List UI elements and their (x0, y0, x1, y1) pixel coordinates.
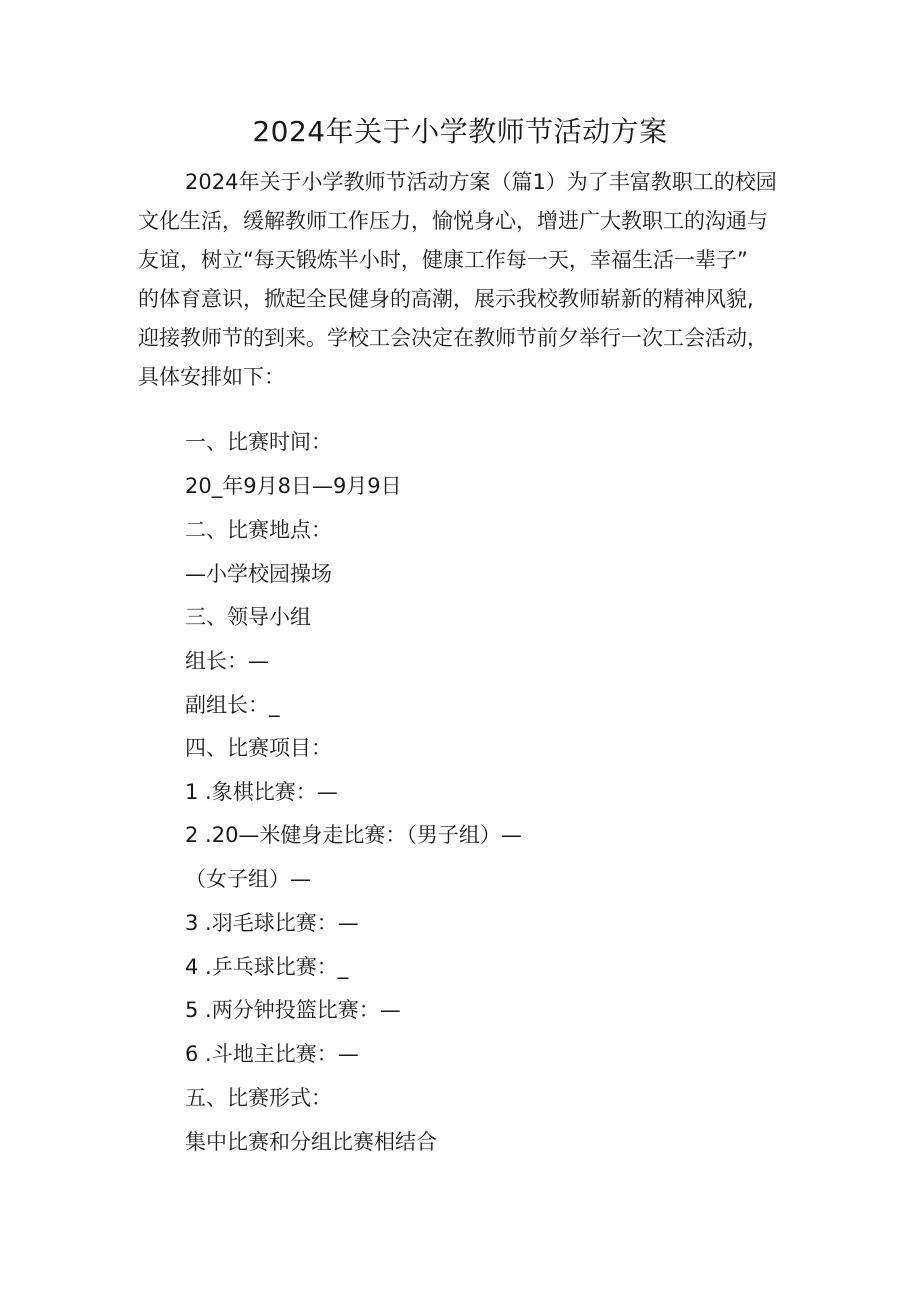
event-item-continued: （女子组）— (185, 867, 311, 891)
intro-line: 友谊，树立“每天锻炼半小时，健康工作每一天，幸福生活一辈子” (138, 248, 748, 272)
document-title: 2024年关于小学教师节活动方案 (252, 115, 668, 148)
intro-line: 文化生活，缓解教师工作压力，愉悦身心，增进广大教职工的沟通与 (138, 209, 768, 233)
section-heading-format: 五、比赛形式： (185, 1086, 332, 1110)
section-heading-leadership: 三、领导小组 (185, 605, 311, 629)
event-item: 2 .20—米健身走比赛：（男子组）— (185, 823, 522, 847)
competition-time: 20_年9月8日—9月9日 (185, 474, 402, 498)
intro-paragraph (138, 163, 798, 397)
deputy-group-leader: 副组长：_ (185, 693, 280, 717)
section-heading-events: 四、比赛项目： (185, 736, 332, 760)
event-item: 1 .象棋比赛：— (185, 780, 338, 804)
section-heading-location: 二、比赛地点： (185, 518, 332, 542)
intro-line: 2024年关于小学教师节活动方案（篇1）为了丰富教职工的校园 (185, 170, 777, 194)
competition-format: 集中比赛和分组比赛相结合 (185, 1130, 437, 1154)
group-leader: 组长：— (185, 649, 269, 673)
event-item: 3 .羽毛球比赛：— (185, 911, 359, 935)
competition-location: —小学校园操场 (185, 562, 332, 586)
event-item: 5 .两分钟投篮比赛：— (185, 998, 401, 1022)
intro-line: 的体育意识，掀起全民健身的高潮，展示我校教师崭新的精神风貌, (138, 287, 754, 311)
event-item: 4 .乒乓球比赛：_ (185, 955, 349, 979)
section-heading-time: 一、比赛时间： (185, 430, 332, 454)
intro-line: 迎接教师节的到来。学校工会决定在教师节前夕举行一次工会活动， (138, 326, 768, 350)
intro-line: 具体安排如下： (138, 365, 285, 389)
event-item: 6 .斗地主比赛：— (185, 1042, 359, 1066)
